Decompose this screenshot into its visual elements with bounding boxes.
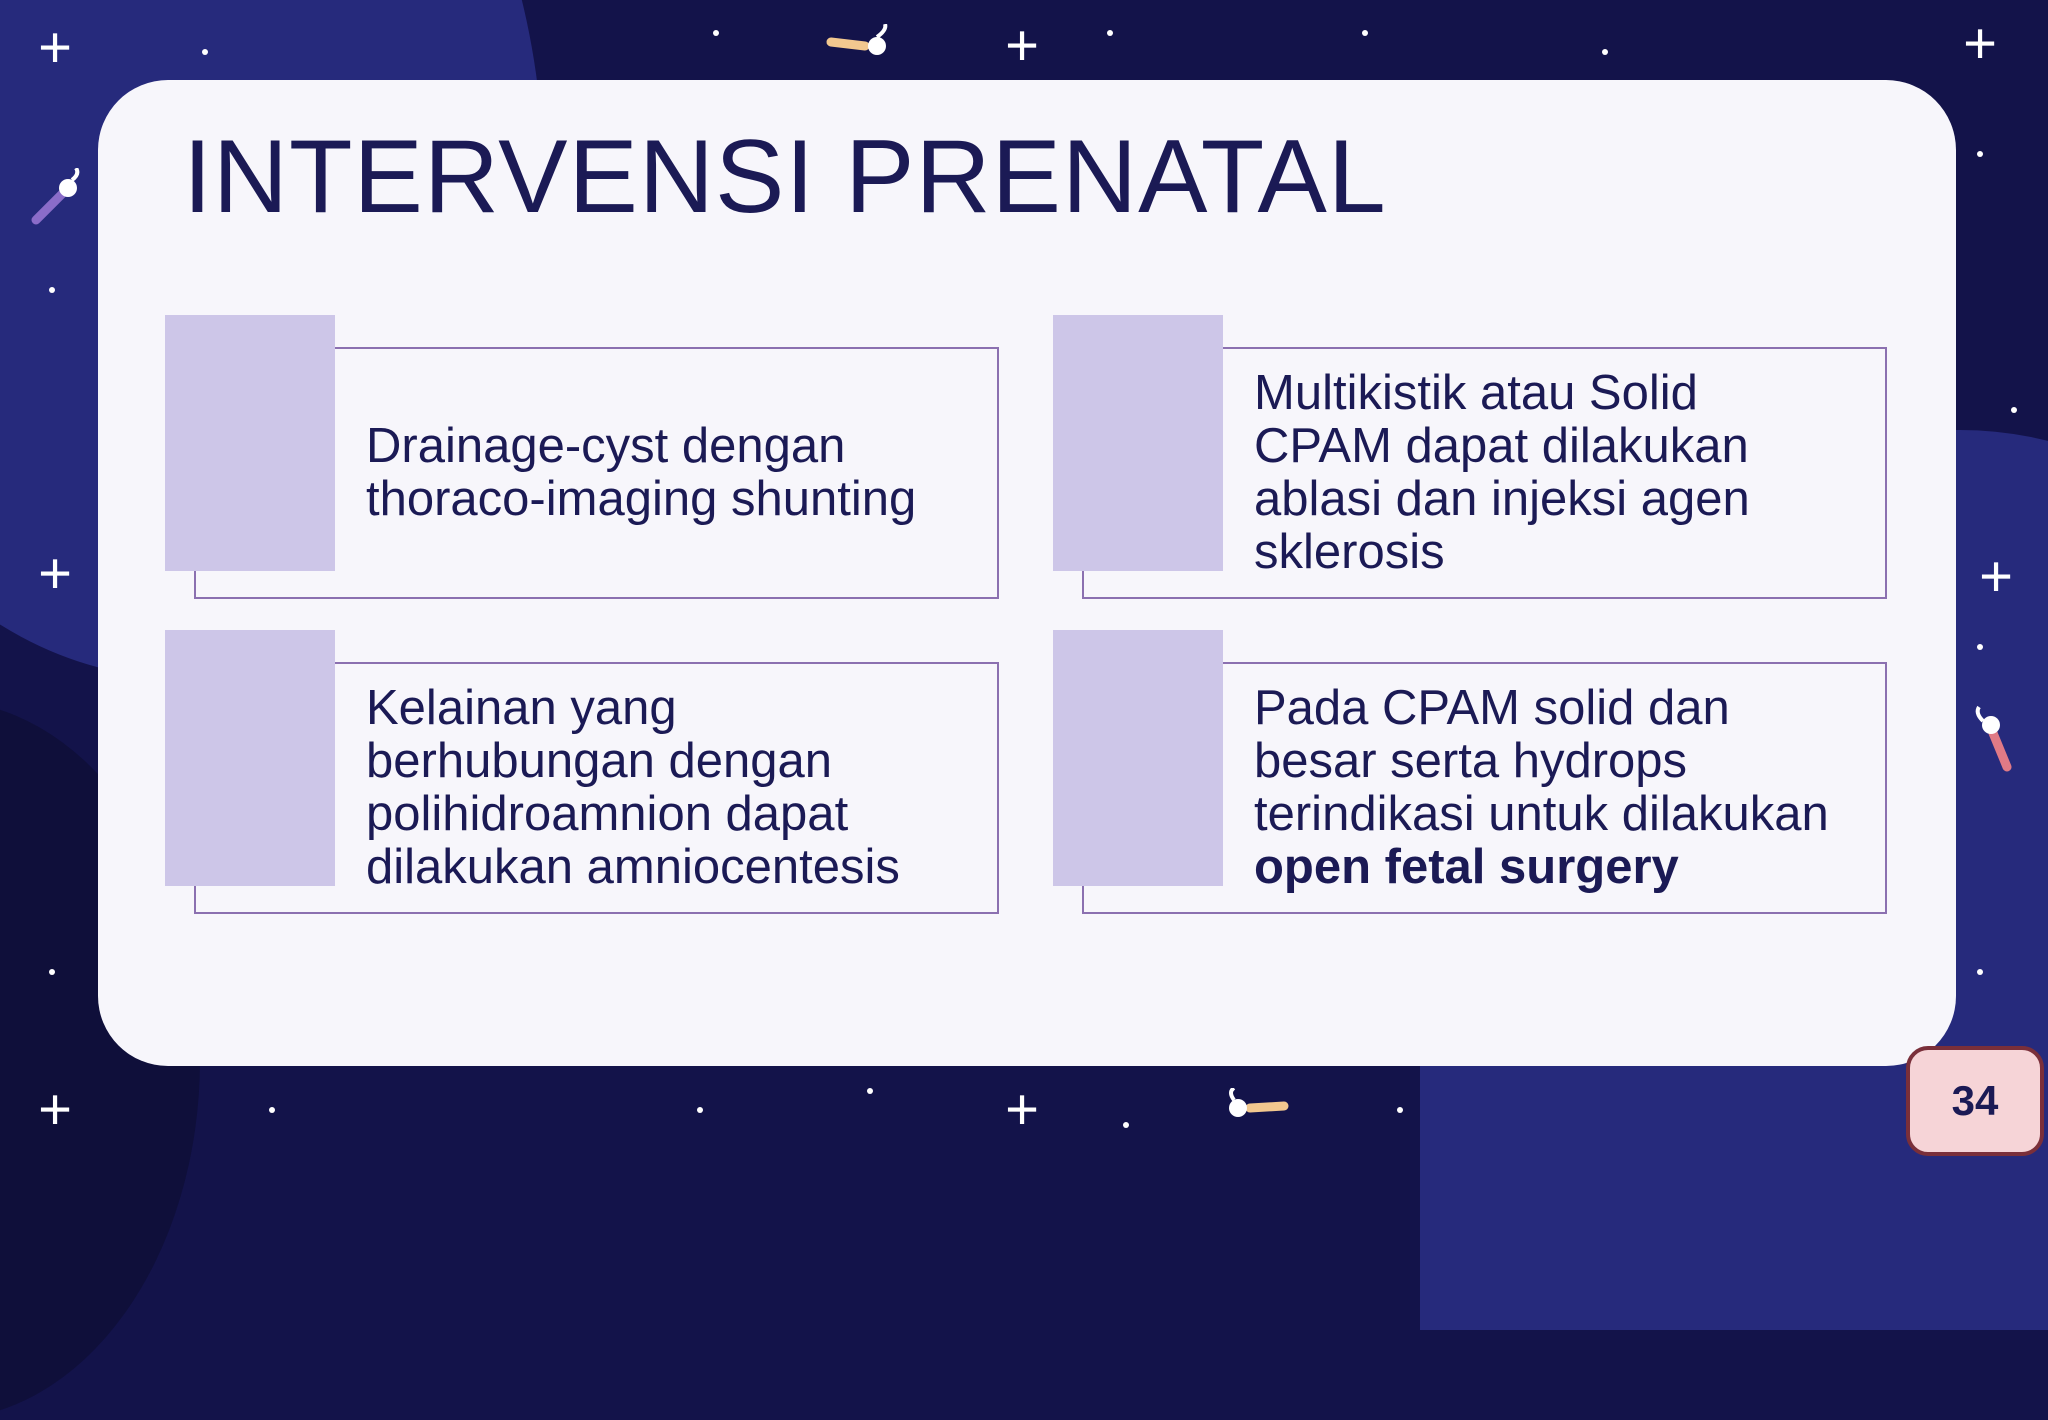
plus-sparkle-icon: + <box>1963 11 1997 76</box>
content-line: thoraco-imaging shunting <box>366 472 917 526</box>
plus-sparkle-icon: + <box>1979 544 2013 609</box>
content-line: polihidroamnion dapat <box>366 787 849 841</box>
slide-title: INTERVENSI PRENATAL <box>183 119 1387 235</box>
comet-icon <box>1220 1088 1290 1128</box>
content-line: Multikistik atau Solid <box>1254 366 1698 420</box>
star-dot-icon <box>1397 1107 1403 1113</box>
content-line: ablasi dan injeksi agen <box>1254 472 1750 526</box>
star-dot-icon <box>1602 49 1608 55</box>
star-dot-icon <box>1977 644 1983 650</box>
accent-block <box>165 315 335 571</box>
content-line: Pada CPAM solid dan <box>1254 681 1730 735</box>
star-dot-icon <box>713 30 719 36</box>
content-line: Drainage-cyst dengan <box>366 419 846 473</box>
comet-icon <box>1971 705 2021 775</box>
accent-block <box>1053 630 1223 886</box>
content-line: berhubungan dengan <box>366 734 832 788</box>
content-line: sklerosis <box>1254 525 1445 579</box>
plus-sparkle-icon: + <box>1005 1077 1039 1142</box>
star-dot-icon <box>697 1107 703 1113</box>
content-text <box>366 662 986 914</box>
comet-icon <box>28 168 88 228</box>
star-dot-icon <box>1977 969 1983 975</box>
content-line: CPAM dapat dilakukan <box>1254 419 1749 473</box>
star-dot-icon <box>49 287 55 293</box>
star-dot-icon <box>2011 407 2017 413</box>
star-dot-icon <box>269 1107 275 1113</box>
content-line: dilakukan amniocentesis <box>366 840 900 894</box>
star-dot-icon <box>1977 151 1983 157</box>
content-text <box>1254 662 1874 914</box>
content-line: besar serta hydrops <box>1254 734 1688 788</box>
star-dot-icon <box>202 49 208 55</box>
star-dot-icon <box>1123 1122 1129 1128</box>
content-text <box>366 347 976 599</box>
plus-sparkle-icon: + <box>38 15 72 80</box>
page-number-badge: 34 <box>1906 1046 2044 1156</box>
content-text <box>1254 347 1874 599</box>
plus-sparkle-icon: + <box>1005 13 1039 78</box>
star-dot-icon <box>1107 30 1113 36</box>
content-line: terindikasi untuk dilakukan <box>1254 787 1829 841</box>
plus-sparkle-icon: + <box>38 1077 72 1142</box>
star-dot-icon <box>49 969 55 975</box>
plus-sparkle-icon: + <box>38 541 72 606</box>
star-dot-icon <box>867 1088 873 1094</box>
accent-block <box>1053 315 1223 571</box>
content-line-emphasis: open fetal surgery <box>1254 840 1679 894</box>
comet-icon <box>825 24 895 64</box>
accent-block <box>165 630 335 886</box>
content-line: Kelainan yang <box>366 681 677 735</box>
star-dot-icon <box>1362 30 1368 36</box>
